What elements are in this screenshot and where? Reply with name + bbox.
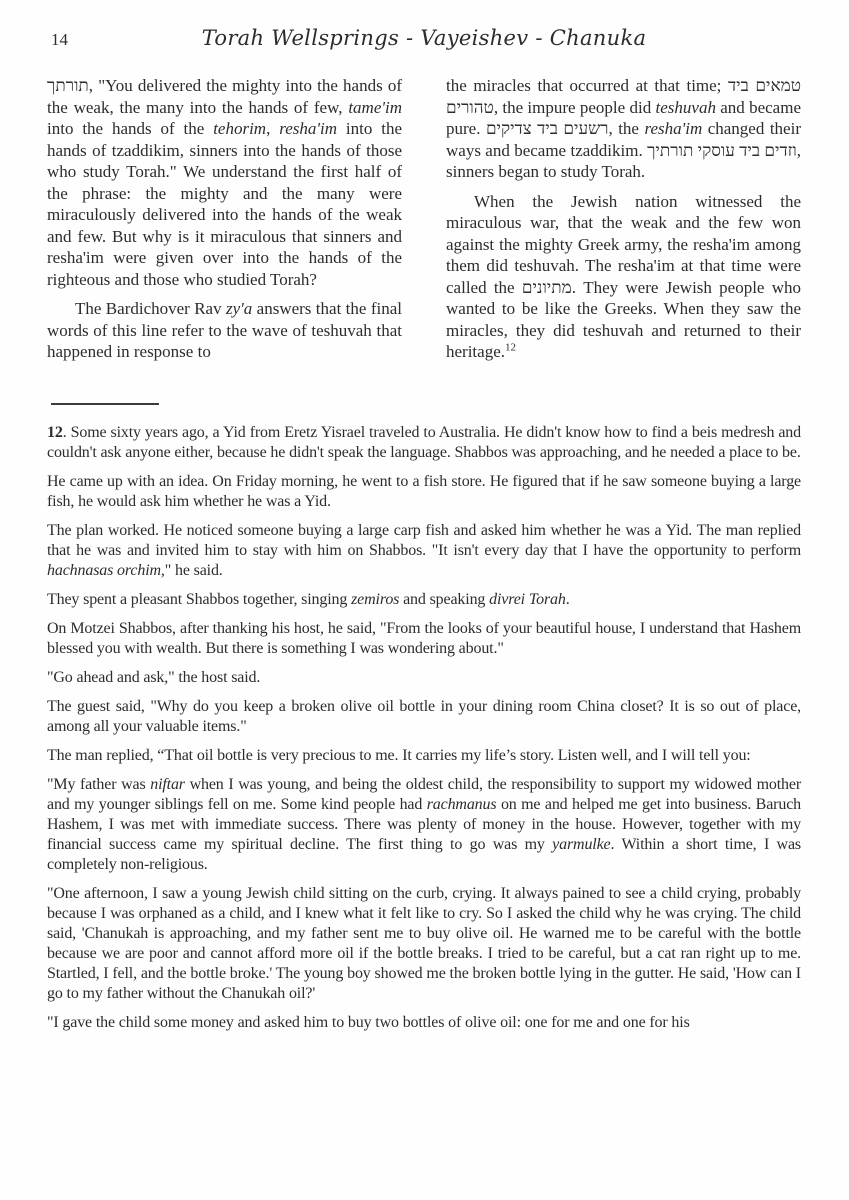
- paragraph: [47, 619, 801, 659]
- footnote-section: [47, 423, 801, 1033]
- left-column: [47, 75, 402, 363]
- text-run: ,: [266, 119, 280, 138]
- hebrew-text-run: מתיונים: [521, 277, 572, 297]
- text-run: resha'im: [279, 119, 338, 138]
- page-number: 14: [51, 30, 68, 49]
- text-run: "Go ahead and ask," the host said.: [47, 668, 261, 686]
- hebrew-text-run: וזדים ביד עוסקי תורתיך: [647, 140, 797, 160]
- paragraph: [47, 472, 801, 512]
- paragraph: [47, 423, 801, 463]
- text-run: and became pure.: [446, 97, 801, 138]
- text-run: "I gave the child some money and asked him to buy two bottles of olive oil: one for me and one for his: [47, 1013, 690, 1031]
- paragraph: [47, 775, 801, 875]
- hebrew-text-run: רשעים ביד צדיקים: [485, 119, 609, 138]
- text-run: answers that the final words of this line refer to the wave of teshuvah that happened in response to: [47, 299, 402, 361]
- text-run: The Bardichover Rav: [75, 299, 226, 318]
- text-run: When the Jewish nation witnessed the miraculous war, that the weak and the few won against the mighty Greek army, the resha'im among them did teshuvah. The resha'im at that time were called the: [446, 191, 801, 297]
- text-run: . They were Jewish people who wanted to be like the Greeks. When they saw the miracles, they did teshuvah and returned to their heritage.: [446, 277, 801, 361]
- text-run: . Within a short time, I was completely non-religious.: [47, 835, 801, 873]
- text-run: "One afternoon, I saw a young Jewish child sitting on the curb, crying. It always pained to see a child crying, probably because I was orphaned as a child, and I knew what it felt like to cry. So I asked the child why he was crying. The child said, 'Chanukah is approaching, and my father sent me to buy olive oil. He warned me to be careful with the bottle because we are poor and cannot afford more oil if the bottle breaks. I tried to be careful, but a cat ran right up to me. Startled, I fell, and the bottle broke.' The young boy showed me the broken bottle lying in the gutter. He said, 'How can I go to my father without the Chanukah oil?': [47, 884, 801, 1002]
- paragraph: [47, 1013, 801, 1033]
- text-run: , the impure people did: [493, 97, 656, 117]
- text-run: hachnasas orchim: [47, 561, 161, 579]
- text-run: . Some sixty years ago, a Yid from Eretz Yisrael traveled to Australia. He didn't know how to find a beis medresh and couldn't ask anyone either, because he didn't speak the language. Shabbos was approaching, and he needed a place to be.: [47, 423, 801, 461]
- text-run: , sinners began to study Torah.: [446, 140, 801, 181]
- text-run: The plan worked. He noticed someone buying a large carp fish and asked him whether he was a Yid. The man replied that he was and invited him to stay with him on Shabbos. "It isn't every day that I have the opportunity to perform: [47, 521, 801, 559]
- text-run: and speaking: [399, 590, 490, 608]
- text-run: ," he said.: [160, 561, 223, 579]
- paragraph: [47, 697, 801, 737]
- text-run: He came up with an idea. On Friday morning, he went to a fish store. He figured that if he saw someone buying a large fish, he would ask him whether he was a Yid.: [47, 472, 801, 510]
- text-run: .: [565, 590, 570, 608]
- text-run: , "You delivered the mighty into the hands of the weak, the many into the hands of few,: [47, 76, 402, 117]
- text-run: The man replied, “That oil bottle is very precious to me. It carries my life’s story. Listen well, and I will tell you:: [47, 746, 751, 764]
- text-run: zemiros: [351, 590, 400, 608]
- paragraph: [47, 884, 801, 1004]
- text-run: on me and helped me get into business. Baruch Hashem, I was met with immediate success. There was plenty of money in the house. However, together with my financial success came my spiritual decline. The first thing to go was my: [47, 795, 801, 853]
- text-run: into the hands of tzaddikim, sinners into the hands of those who study Torah." We understand the first half of the phrase: the mighty and the many were miraculously delivered into the hands of the weak and few. But why is it miraculous that sinners and resha'im were given over into the hands of the righteous and those who studied Torah?: [47, 119, 403, 289]
- text-run: into the hands of the: [47, 119, 214, 138]
- paragraph: [47, 521, 801, 581]
- hebrew-text-run: תורתך: [47, 76, 89, 95]
- page-title: Torah Wellsprings - Vayeishev - Chanuka: [201, 26, 647, 50]
- page-header: [47, 26, 801, 62]
- footnote-separator: [51, 403, 159, 405]
- paragraph: [47, 746, 801, 766]
- text-run: zy'a: [225, 299, 253, 318]
- main-text: [47, 75, 801, 363]
- text-run: 12: [47, 423, 63, 441]
- text-run: On Motzei Shabbos, after thanking his host, he said, "From the looks of your beautiful house, I understand that Hashem blessed you with wealth. But there is something I was wondering about.": [47, 619, 801, 657]
- text-run: niftar: [150, 775, 185, 793]
- paragraph: [47, 298, 402, 363]
- text-run: tehorim: [213, 119, 267, 138]
- right-column: [446, 75, 801, 363]
- paragraph: [47, 75, 402, 290]
- text-run: They spent a pleasant Shabbos together, singing: [47, 590, 352, 608]
- text-run: teshuvah: [655, 97, 716, 117]
- paragraph: [47, 590, 801, 610]
- text-run: rachmanus: [426, 795, 497, 813]
- text-run: tame'im: [348, 97, 402, 117]
- footnote-reference: 12: [505, 341, 516, 354]
- text-run: yarmulke: [552, 835, 611, 853]
- paragraph: [47, 668, 801, 688]
- text-run: the miracles that occurred at that time;: [446, 76, 728, 95]
- text-run: resha'im: [644, 119, 703, 138]
- paragraph: [446, 75, 801, 183]
- hebrew-text-run: טמאים ביד טהורים: [446, 76, 801, 117]
- paragraph: [446, 191, 801, 363]
- text-run: The guest said, "Why do you keep a broken olive oil bottle in your dining room China closet? It is so out of place, among all your valuable items.": [47, 697, 801, 735]
- text-run: divrei Torah: [489, 590, 566, 608]
- text-run: , the: [608, 119, 645, 138]
- text-run: "My father was: [47, 775, 151, 793]
- text-run: when I was young, and being the oldest child, the responsibility to support my widowed mother and my younger siblings fell on me. Some kind people had: [47, 775, 801, 813]
- text-run: changed their ways and became tzaddikim.: [446, 119, 801, 160]
